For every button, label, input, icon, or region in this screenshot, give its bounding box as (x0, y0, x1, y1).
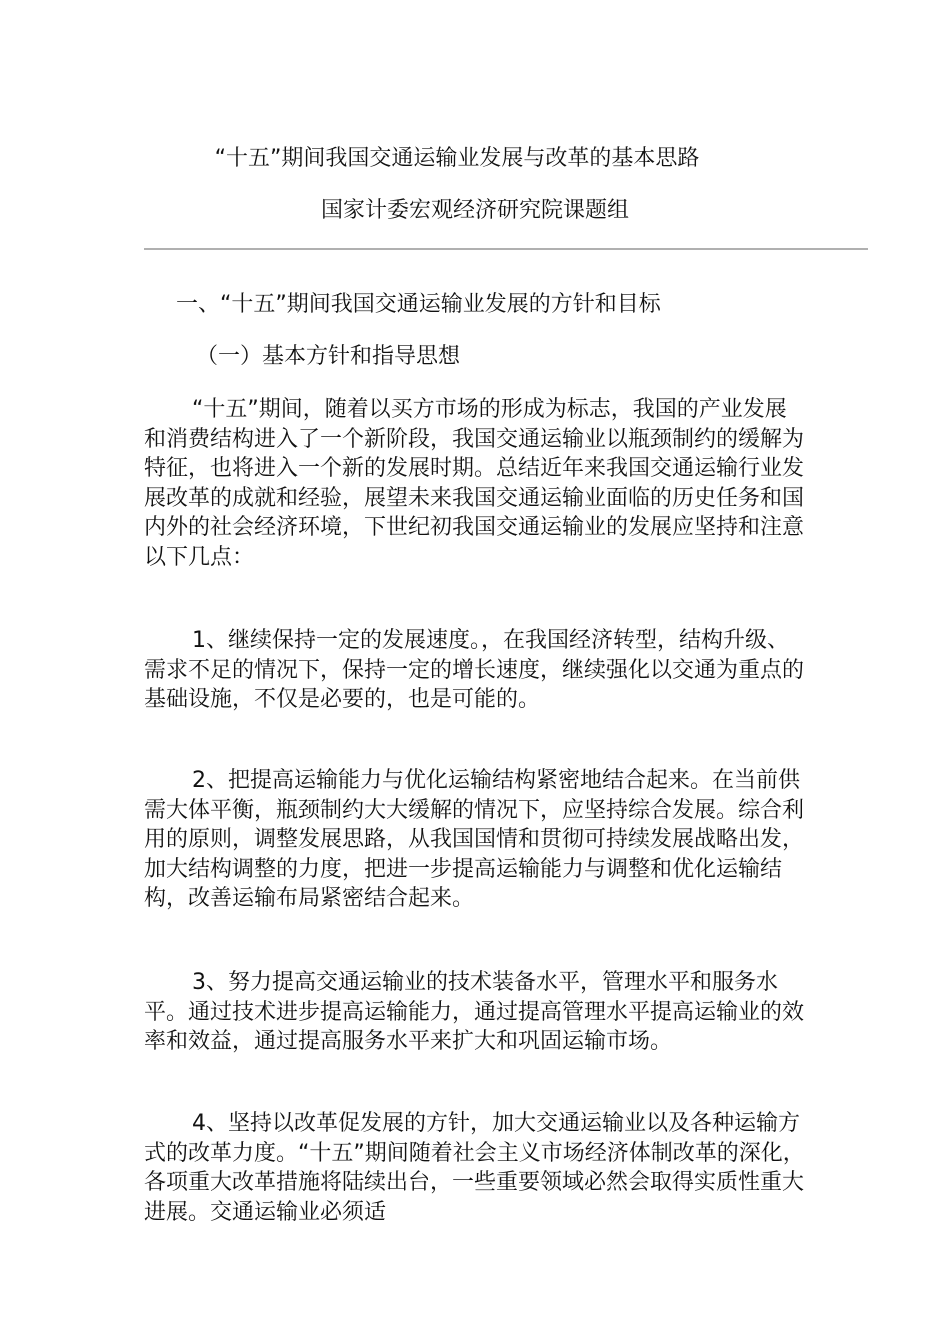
section-heading: 一、“十五”期间我国交通运输业发展的方针和目标 (176, 292, 661, 317)
title-divider (144, 248, 868, 250)
subsection-heading: （一）基本方针和指导思想 (196, 344, 461, 369)
paragraph-point-1: 1、继续保持一定的发展速度。，在我国经济转型，结构升级、需求不足的情况下，保持一定的增长速度，继续强化以交通为重点的基础设施，不仅是必要的，也是可能的。 (144, 628, 805, 712)
paragraph-intro: “十五”期间，随着以买方市场的形成为标志，我国的产业发展和消费结构进入了一个新阶段，我国交通运输业以瓶颈制约的缓解为特征，也将进入一个新的发展时期。总结近年来我国交通运输行业发展改革的成就和经验，展望未来我国交通运输业面临的历史任务和国内外的社会经济环境，下世纪初我国交通运输业的发展应坚持和注意以下几点： (144, 397, 805, 570)
paragraph-point-4: 4、坚持以改革促发展的方针，加大交通运输业以及各种运输方式的改革力度。“十五”期间随着社会主义市场经济体制改革的深化，各项重大改革措施将陆续出台，一些重要领域必然会取得实质性重大进展。交通运输业必须适 (144, 1111, 805, 1225)
author-organization: 国家计委宏观经济研究院课题组 (320, 198, 629, 223)
paragraph-point-3: 3、努力提高交通运输业的技术装备水平，管理水平和服务水平。通过技术进步提高运输能力，通过提高管理水平提高运输业的效率和效益，通过提高服务水平来扩大和巩固运输市场。 (144, 970, 805, 1054)
document-title: “十五”期间我国交通运输业发展与改革的基本思路 (214, 146, 700, 171)
paragraph-point-2: 2、把提高运输能力与优化运输结构紧密地结合起来。在当前供需大体平衡，瓶颈制约大大缓解的情况下，应坚持综合发展。综合利用的原则，调整发展思路，从我国国情和贯彻可持续发展战略出发，加大结构调整的力度，把进一步提高运输能力与调整和优化运输结构，改善运输布局紧密结合起来。 (144, 768, 805, 911)
